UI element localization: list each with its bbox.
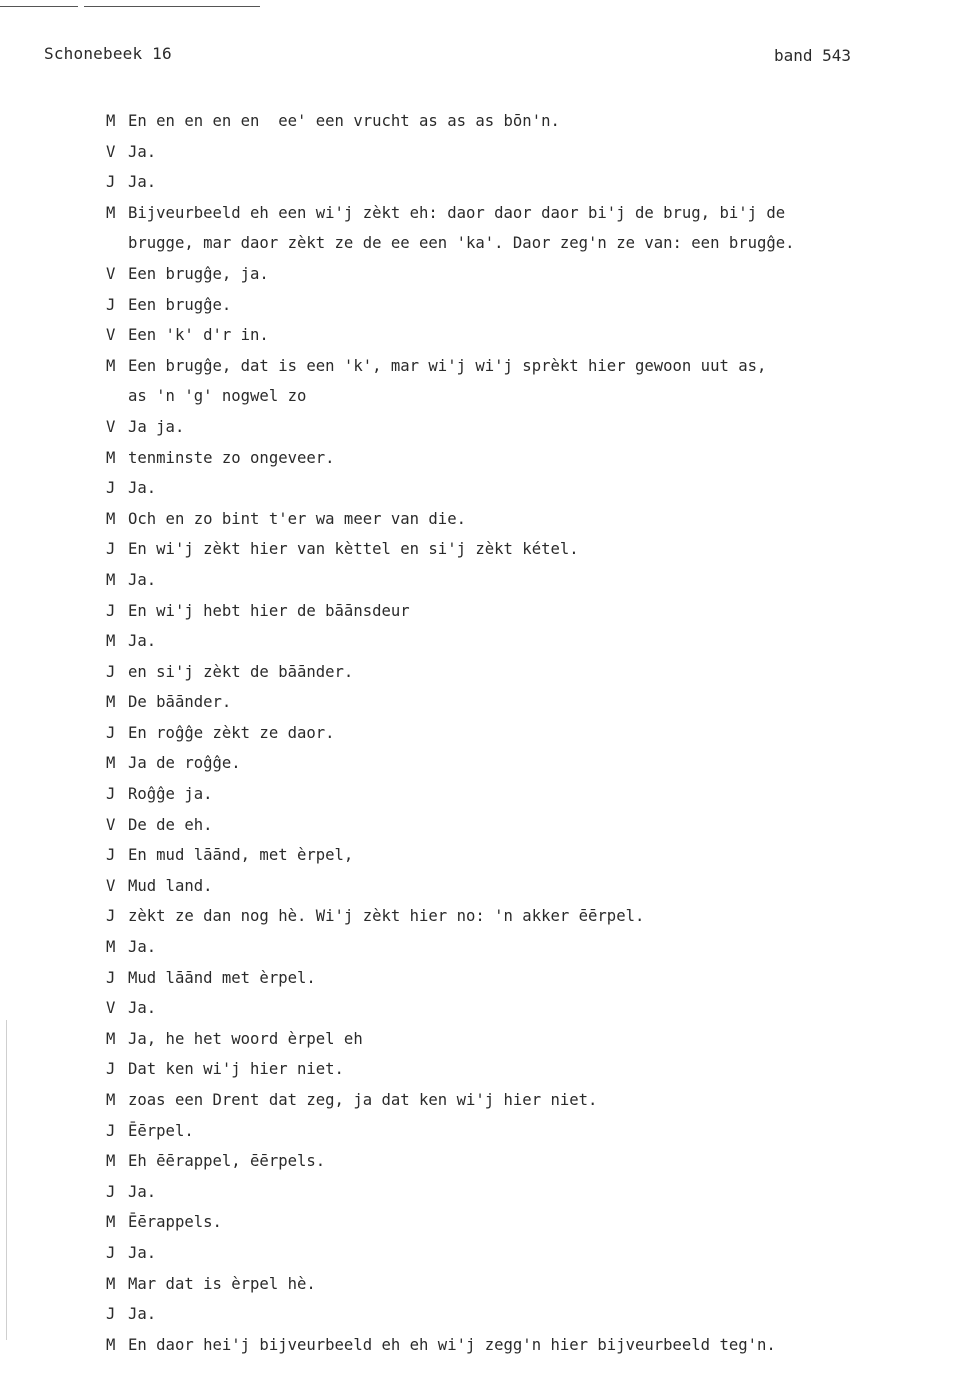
speaker-label: V (106, 326, 116, 345)
speaker-label: J (106, 1121, 116, 1140)
speaker-label: M (106, 1091, 116, 1109)
speaker-label: J (106, 295, 116, 314)
utterance-text: Ja. (128, 479, 157, 498)
speaker-label: J (106, 907, 116, 926)
speaker-label: J (106, 1305, 116, 1324)
transcript-line (106, 106, 886, 137)
transcript-line (106, 1177, 886, 1208)
speaker-label: M (106, 1213, 116, 1232)
utterance-text: brugge, mar daor zèkt ze de ee een 'ka'. Daor zeg'n ze van: een brugĝe. (128, 234, 795, 253)
utterance-text: Ja. (128, 1305, 157, 1324)
transcript-line (106, 993, 886, 1024)
speaker-label: M (106, 203, 116, 222)
speaker-label: M (106, 570, 116, 589)
transcript-line (106, 1269, 886, 1300)
transcript-line (106, 167, 886, 198)
speaker-label: M (106, 1029, 116, 1048)
speaker-label: J (106, 662, 116, 681)
speaker-label: V (106, 815, 116, 834)
utterance-text: En roĝĝe zèkt ze daor. (128, 723, 335, 742)
utterance-text: Roĝĝe ja. (128, 785, 213, 804)
speaker-label: J (106, 540, 116, 559)
transcript-line (106, 840, 886, 871)
transcript-line (106, 963, 886, 994)
speaker-label: M (106, 509, 116, 528)
utterance-text: Ja. (128, 999, 157, 1018)
speaker-label: J (106, 1060, 116, 1079)
transcript-line (106, 657, 886, 688)
utterance-text: Een brugĝe, dat is een 'k', mar wi'j wi'j sprèkt hier gewoon uut as, (128, 356, 767, 375)
utterance-text: En mud lāānd, met èrpel, (128, 846, 354, 865)
utterance-text: Dat ken wi'j hier niet. (128, 1060, 344, 1079)
utterance-text: tenminste zo ongeveer. (128, 448, 335, 467)
transcript-line (106, 1299, 886, 1330)
speaker-label: M (106, 356, 116, 375)
utterance-text: Ja de roĝĝe. (128, 754, 241, 773)
utterance-text: Bijveurbeeld eh een wi'j zèkt eh: daor daor daor bi'j de brug, bi'j de (128, 203, 786, 222)
transcript-line (106, 473, 886, 504)
utterance-text: Ēērappels. (128, 1213, 222, 1232)
transcript-line (106, 290, 886, 321)
utterance-text: Mud land. (128, 876, 213, 895)
transcript-line (106, 1024, 886, 1055)
transcript-line (106, 1238, 886, 1269)
speaker-label: M (106, 112, 116, 130)
transcript-line (106, 534, 886, 565)
transcript-line (106, 596, 886, 627)
top-rule-left (0, 6, 78, 7)
speaker-label: V (106, 876, 116, 895)
speaker-label: M (106, 1152, 116, 1171)
utterance-text: zoas een Drent dat zeg, ja dat ken wi'j hier niet. (128, 1091, 598, 1109)
speaker-label: M (106, 632, 116, 651)
utterance-text: zèkt ze dan nog hè. Wi'j zèkt hier no: 'n akker ēērpel. (128, 907, 645, 926)
transcript-line (106, 228, 886, 259)
utterance-text: Ja. (128, 142, 157, 161)
transcript-line (106, 932, 886, 963)
speaker-label: M (106, 448, 116, 467)
speaker-label: V (106, 142, 116, 161)
utterance-text: as 'n 'g' nogwel zo (128, 387, 307, 406)
speaker-label: J (106, 785, 116, 804)
speaker-label: J (106, 723, 116, 742)
utterance-text: De de eh. (128, 815, 213, 834)
utterance-text: Een brugĝe. (128, 295, 232, 314)
transcript-line (106, 1054, 886, 1085)
speaker-label: M (106, 1274, 116, 1293)
speaker-label: M (106, 938, 116, 957)
transcript-line (106, 626, 886, 657)
speaker-label: V (106, 999, 116, 1018)
transcript-line (106, 259, 886, 290)
utterance-text: Een brugĝe, ja. (128, 264, 269, 283)
utterance-text: En en en en en ee' een vrucht as as as bōn'n. (128, 112, 560, 130)
utterance-text: Ja. (128, 173, 157, 192)
transcript-line (106, 1330, 886, 1361)
transcript-line (106, 871, 886, 902)
transcript-line (106, 1146, 886, 1177)
speaker-label: J (106, 173, 116, 192)
speaker-label: M (106, 1335, 116, 1354)
page-header-tape: band 543 (774, 46, 852, 65)
utterance-text: Och en zo bint t'er wa meer van die. (128, 509, 466, 528)
utterance-text: En wi'j zèkt hier van kèttel en si'j zèkt kétel. (128, 540, 579, 559)
utterance-text: Ja. (128, 570, 157, 589)
speaker-label: M (106, 754, 116, 773)
utterance-text: Eh ēērappel, ēērpels. (128, 1152, 326, 1171)
transcript-line (106, 718, 886, 749)
utterance-text: Ja. (128, 938, 157, 957)
speaker-label: V (106, 264, 116, 283)
page-edge-mark (6, 1020, 7, 1340)
utterance-text: Ja. (128, 1243, 157, 1262)
speaker-label: J (106, 1182, 116, 1201)
utterance-text: Een 'k' d'r in. (128, 326, 269, 345)
transcript-line (106, 412, 886, 443)
transcript-line (106, 810, 886, 841)
utterance-text: Mar dat is èrpel hè. (128, 1274, 316, 1293)
transcript-line (106, 137, 886, 168)
transcript-line (106, 1207, 886, 1238)
transcript-line (106, 687, 886, 718)
speaker-label: V (106, 417, 116, 436)
page-header-source: Schonebeek 16 (44, 44, 172, 63)
utterance-text: De bāānder. (128, 693, 232, 712)
transcript-line (106, 1116, 886, 1147)
transcript-line (106, 779, 886, 810)
utterance-text: En wi'j hebt hier de bāānsdeur (128, 601, 410, 620)
transcript-line (106, 443, 886, 474)
utterance-text: Ja. (128, 632, 157, 651)
utterance-text: en si'j zèkt de bāānder. (128, 662, 354, 681)
transcript-line (106, 381, 886, 412)
transcript-line (106, 504, 886, 535)
transcript-line (106, 320, 886, 351)
top-rule-right (84, 6, 260, 7)
transcript-line (106, 351, 886, 382)
transcript-line (106, 901, 886, 932)
transcript-line (106, 748, 886, 779)
utterance-text: Ja ja. (128, 417, 185, 436)
speaker-label: J (106, 846, 116, 865)
speaker-label: M (106, 693, 116, 712)
transcript (106, 106, 886, 1360)
transcript-line (106, 1085, 886, 1116)
transcript-line (106, 198, 886, 229)
speaker-label: J (106, 968, 116, 987)
utterance-text: Mud lāānd met èrpel. (128, 968, 316, 987)
utterance-text: Ja. (128, 1182, 157, 1201)
speaker-label: J (106, 1243, 116, 1262)
utterance-text: Ēērpel. (128, 1121, 194, 1140)
utterance-text: Ja, he het woord èrpel eh (128, 1029, 363, 1048)
utterance-text: En daor hei'j bijveurbeeld eh eh wi'j zegg'n hier bijveurbeeld teg'n. (128, 1335, 776, 1354)
transcript-line (106, 565, 886, 596)
speaker-label: J (106, 479, 116, 498)
speaker-label: J (106, 601, 116, 620)
